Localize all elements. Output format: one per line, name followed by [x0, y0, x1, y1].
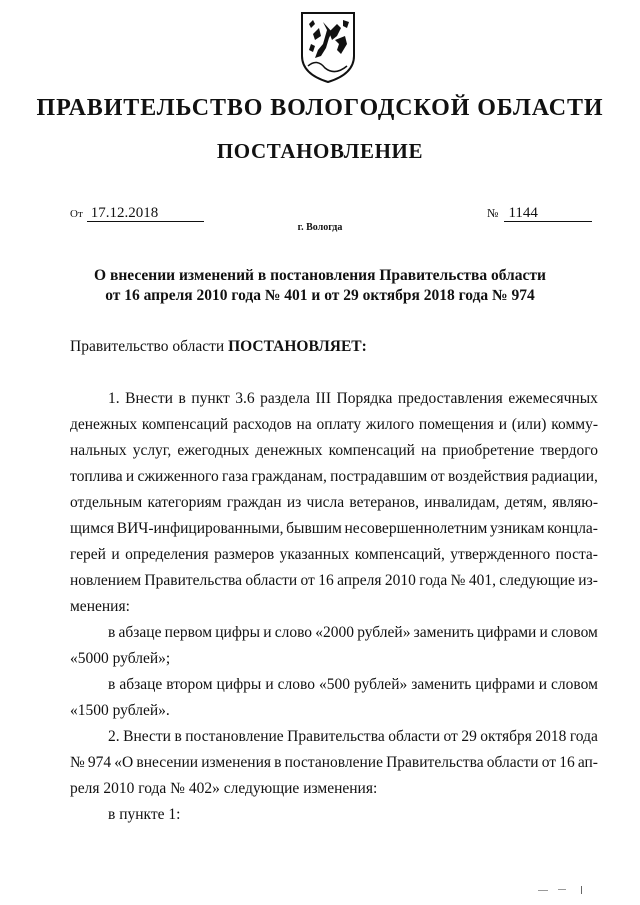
body-word: отдельным: [70, 494, 143, 511]
number-value: 1144: [504, 205, 592, 222]
body-word: цифрами: [475, 676, 535, 693]
body-word: нальных: [70, 442, 127, 459]
body-word: заменить: [411, 676, 472, 693]
body-word: денежных: [255, 442, 323, 459]
body-word: гражданам,: [251, 468, 327, 485]
body-word: пункт: [191, 390, 230, 407]
body-word: оплату: [316, 416, 362, 433]
body-word: и: [263, 624, 272, 641]
body-word: из-: [578, 572, 598, 589]
body-word: года: [419, 572, 448, 589]
body-word: являю-: [552, 494, 598, 511]
body-word: раздела: [260, 390, 310, 407]
body-word: области: [486, 754, 539, 771]
body-word: компенсаций: [141, 416, 229, 433]
body-word: в: [108, 624, 116, 641]
body-word: сжиженного: [137, 468, 219, 485]
body-word: размеров: [214, 546, 275, 563]
body-word: ветеранов,: [349, 494, 420, 511]
body-word: граждан: [226, 494, 282, 511]
preamble: [70, 338, 367, 356]
body-word: апреля: [337, 572, 382, 589]
body-word: цифрами: [476, 624, 537, 641]
body-word: ап-: [577, 754, 598, 771]
body-word: от: [430, 468, 445, 485]
body-word: помещения: [418, 416, 494, 433]
body-word: №: [70, 754, 85, 771]
body-word: расходов: [233, 416, 292, 433]
body-word: и: [125, 468, 135, 485]
body-word: в: [178, 390, 186, 407]
body-word: заменить: [413, 624, 474, 641]
body-word: абзаце: [119, 676, 163, 693]
body-word: числа: [306, 494, 345, 511]
body-word: Внести: [125, 390, 173, 407]
body-word: первом: [164, 624, 213, 641]
body-word: от: [443, 728, 458, 745]
body-word: словом: [551, 676, 598, 693]
body-word: 401,: [468, 572, 496, 589]
body-word: категориям: [147, 494, 222, 511]
subject-line: от 16 апреля 2010 года № 401 и от 29 октября 2018 года № 974: [105, 287, 535, 304]
body-word: №: [450, 572, 466, 589]
body-word: жилого: [365, 416, 415, 433]
body-word: 3.6: [235, 390, 255, 407]
body-word: и: [498, 416, 507, 433]
body-line-text: в пункте 1:: [108, 806, 181, 823]
body-line: [70, 542, 598, 568]
body-word: несовершеннолетним: [344, 520, 488, 537]
body-line: [70, 698, 598, 724]
date-value: 17.12.2018: [87, 205, 204, 222]
body-word: концла-: [547, 520, 598, 537]
body-word: ежегодных: [177, 442, 250, 459]
body-line: [70, 568, 598, 594]
body-word: от: [541, 754, 557, 771]
body-word: от: [300, 572, 315, 589]
body-word: «О: [114, 754, 134, 771]
body-word: 2.: [108, 728, 120, 745]
body-line: [70, 776, 598, 802]
body-line: [70, 516, 598, 542]
body-word: Порядка: [336, 390, 393, 407]
body-word: узникам: [489, 520, 545, 537]
body-word: словом: [551, 624, 598, 641]
body-word: постановление: [185, 728, 284, 745]
body-word: абзаце: [118, 624, 162, 641]
body-word: определения: [125, 546, 209, 563]
body-word: цифры: [216, 676, 262, 693]
body-word: детям,: [504, 494, 547, 511]
body-word: пострадавшим: [330, 468, 428, 485]
body-word: компенсаций,: [354, 546, 445, 563]
body-word: услуг,: [132, 442, 172, 459]
body-word: изменения: [201, 754, 271, 771]
body-word: указанных: [279, 546, 350, 563]
subject-line: О внесении изменений в постановления Правительства области: [94, 267, 546, 284]
body-word: топлива: [70, 468, 123, 485]
body-line: [70, 750, 598, 776]
body-word: инвалидам,: [424, 494, 500, 511]
body-line: [70, 672, 598, 698]
body-word: 29: [461, 728, 477, 745]
body-word: утвержденного: [450, 546, 551, 563]
body-line: [70, 724, 598, 750]
body-word: внесении: [136, 754, 199, 771]
date-prefix: От: [70, 208, 83, 220]
body-word: цифры: [215, 624, 261, 641]
body-word: Правительства: [287, 728, 385, 745]
body-word: «2000: [315, 624, 354, 641]
body-word: следующие: [499, 572, 575, 589]
body-line: [70, 438, 598, 464]
body-line: [70, 620, 598, 646]
body-word: и: [265, 676, 274, 693]
body-word: рублей»: [353, 676, 408, 693]
body-word: 2010: [384, 572, 416, 589]
body-word: года: [569, 728, 598, 745]
body-word: 974: [87, 754, 112, 771]
body-line-text: реля 2010 года № 402» следующие изменения:: [70, 780, 378, 797]
body-word: рублей»: [357, 624, 411, 641]
body-word: 1.: [108, 390, 120, 407]
body-word: и: [539, 624, 548, 641]
government-name: ПРАВИТЕЛЬСТВО ВОЛОГОДСКОЙ ОБЛАСТИ: [36, 95, 604, 121]
document-date: [70, 205, 204, 222]
preamble-emphasis: ПОСТАНОВЛЯЕТ:: [228, 338, 367, 355]
body-word: 16: [559, 754, 575, 771]
body-word: Внести: [123, 728, 171, 745]
body-word: и: [538, 676, 548, 693]
body-word: ежемесячных: [508, 390, 598, 407]
body-word: денежных: [70, 416, 138, 433]
body-line: [70, 412, 598, 438]
body-word: постановление: [284, 754, 383, 771]
body-word: Правительства: [144, 572, 242, 589]
body-line-text: «1500 рублей».: [70, 702, 170, 719]
body-word: газа: [222, 468, 249, 485]
body-line: [70, 802, 598, 828]
body-word: предоставления: [397, 390, 503, 407]
body-word: новлением: [70, 572, 142, 589]
body-word: в: [108, 676, 116, 693]
body-word: щимся: [70, 520, 115, 537]
body-word: Правительства: [386, 754, 484, 771]
body-line: [70, 386, 598, 412]
body-word: твердого: [540, 442, 598, 459]
coat-of-arms-icon: [299, 10, 357, 85]
body-word: компенсаций: [328, 442, 415, 459]
document-type: ПОСТАНОВЛЕНИЕ: [216, 139, 424, 163]
scan-artifact-mark: [538, 886, 584, 894]
body-word: на: [296, 416, 312, 433]
body-word: области: [388, 728, 441, 745]
body-line: [70, 490, 598, 516]
number-prefix: №: [487, 206, 499, 220]
body-line: [70, 464, 598, 490]
body-word: поста-: [555, 546, 598, 563]
body-word: воздействия: [447, 468, 529, 485]
body-word: герей: [70, 546, 106, 563]
document-number: [487, 205, 592, 222]
body-word: (или): [511, 416, 547, 433]
body-line-text: «5000 рублей»;: [70, 650, 171, 667]
body-word: в: [174, 728, 182, 745]
document-body: [70, 386, 598, 828]
body-word: слово: [277, 676, 315, 693]
body-word: и: [111, 546, 120, 563]
body-word: из: [286, 494, 302, 511]
city-name: г. Вологда: [297, 222, 343, 233]
document-subject: [0, 266, 640, 306]
preamble-text: Правительство области: [70, 338, 225, 355]
body-word: 16: [318, 572, 334, 589]
body-word: 2018: [535, 728, 567, 745]
body-word: «500: [318, 676, 350, 693]
body-word: в: [274, 754, 282, 771]
body-word: октября: [480, 728, 532, 745]
body-word: слово: [274, 624, 313, 641]
body-word: приобретение: [442, 442, 535, 459]
body-word: комму-: [551, 416, 598, 433]
body-word: области: [245, 572, 298, 589]
body-word: бывшим: [286, 520, 342, 537]
body-word: радиации,: [531, 468, 598, 485]
body-line-text: менения:: [70, 598, 130, 615]
body-word: втором: [166, 676, 213, 693]
body-word: на: [421, 442, 437, 459]
body-word: III: [315, 390, 331, 407]
body-line: [70, 646, 598, 672]
body-line: [70, 594, 598, 620]
body-word: ВИЧ-инфицированными,: [116, 520, 284, 537]
